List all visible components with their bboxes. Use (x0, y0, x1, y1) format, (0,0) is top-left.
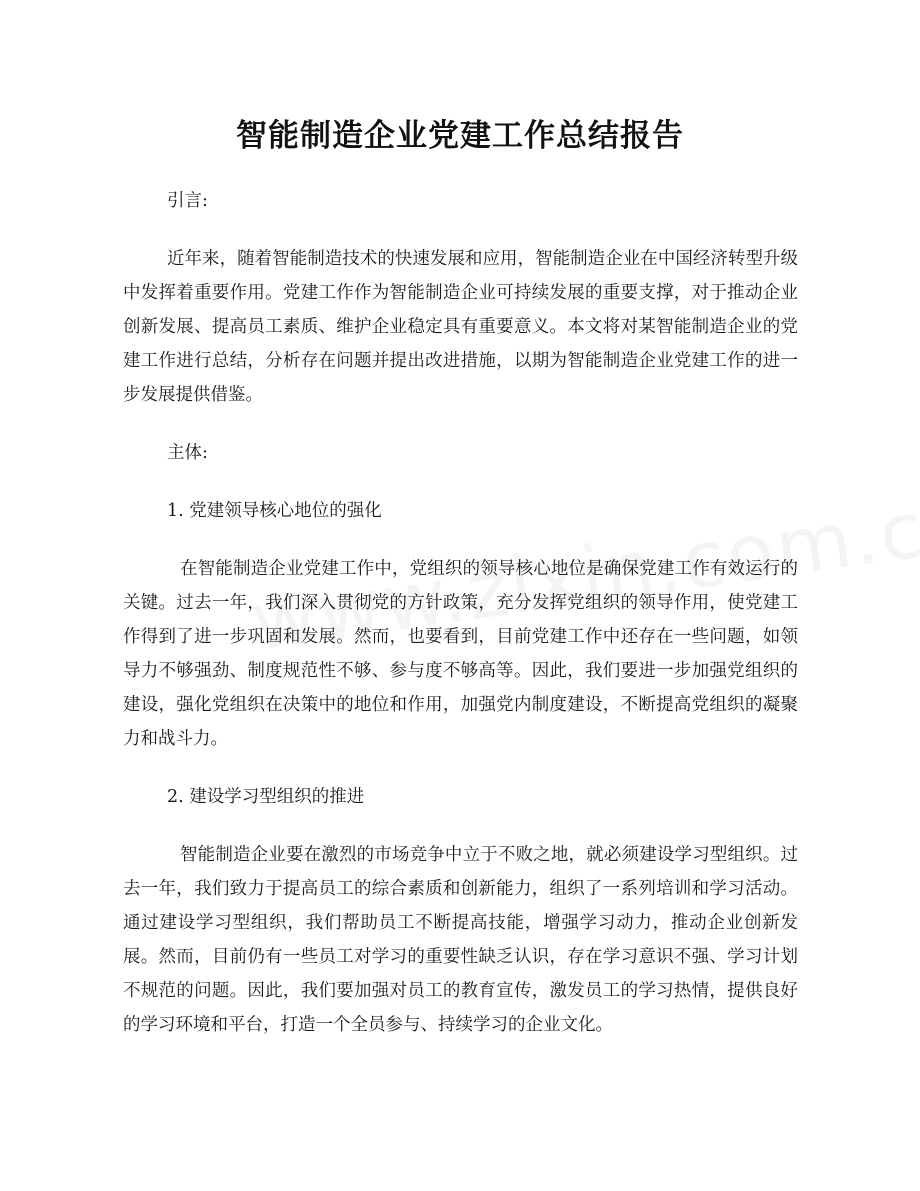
intro-label: 引言: (167, 191, 208, 211)
section-1-paragraph: 在智能制造企业党建工作中，党组织的领导核心地位是确保党建工作有效运行的关键。过去一年，我们深入贯彻党的方针政策，充分发挥党组织的领导作用，使党建工作得到了进一步巩固和发展。然而，也要看到，目前党建工作中还存在一些问题，如领导力不够强劲、制度规范性不够、参与度不够高等。因此，我们要进一步加强党组织的建设，强化党组织在决策中的地位和作用，加强党内制度建设，不断提高党组织的凝聚力和战斗力。 (123, 559, 798, 749)
section-2-paragraph: 智能制造企业要在激烈的市场竞争中立于不败之地，就必须建设学习型组织。过去一年，我们致力于提高员工的综合素质和创新能力，组织了一系列培训和学习活动。通过建设学习型组织，我们帮助员工不断提高技能，增强学习动力，推动企业创新发展。然而，目前仍有一些员工对学习的重要性缺乏认识，存在学习意识不强、学习计划不规范的问题。因此，我们要加强对员工的教育宣传，激发员工的学习热情，提供良好的学习环境和平台，打造一个全员参与、持续学习的企业文化。 (123, 845, 798, 1035)
main-label: 主体: (167, 443, 208, 463)
section-1-heading: 1. 党建领导核心地位的强化 (167, 501, 382, 521)
document-body (123, 184, 798, 1066)
document-title: 智能制造企业党建工作总结报告 (236, 118, 684, 154)
section-2-heading: 2. 建设学习型组织的推进 (167, 787, 365, 807)
intro-paragraph: 近年来，随着智能制造技术的快速发展和应用，智能制造企业在中国经济转型升级中发挥着重要作用。党建工作作为智能制造企业可持续发展的重要支撑，对于推动企业创新发展、提高员工素质、维护企业稳定具有重要意义。本文将对某智能制造企业的党建工作进行总结，分析存在问题并提出改进措施，以期为智能制造企业党建工作的进一步发展提供借鉴。 (123, 249, 798, 405)
